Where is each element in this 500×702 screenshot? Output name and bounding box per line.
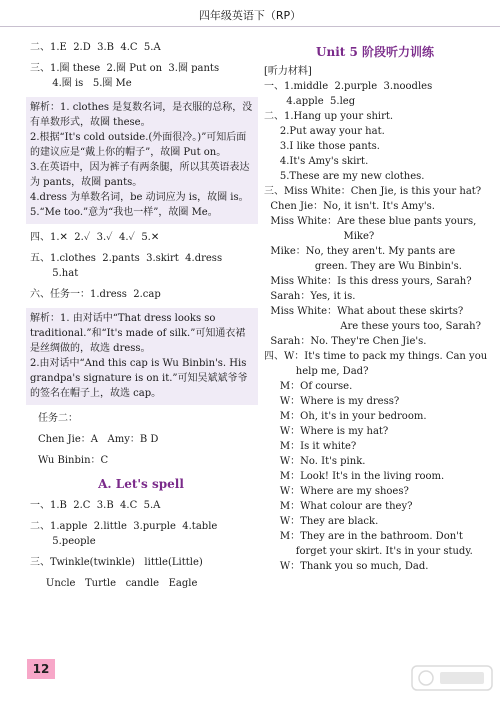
script-line: forget your skirt. It's in your study. bbox=[264, 546, 473, 557]
explanation-line: 3.在英语中，因为裤子有两条腿，所以其英语表达为 pants，故圈 pants。 bbox=[30, 162, 250, 188]
script-line: Mike：No, they aren't. My pants are bbox=[264, 246, 456, 257]
script-line: M：What colour are they? bbox=[264, 501, 413, 512]
script-line: Chen Jie：No, it isn't. It's Amy's. bbox=[264, 201, 435, 212]
script-line: W：No. It's pink. bbox=[264, 456, 366, 467]
answer-line: 5.hat bbox=[30, 268, 79, 279]
answer-line: 六、任务一：1.dress 2.cap bbox=[30, 289, 161, 300]
script-line: Are these yours too, Sarah? bbox=[264, 321, 481, 332]
answer-line: 一、1.B 2.C 3.B 4.C 5.A bbox=[30, 500, 161, 511]
script-line: W：Where are my shoes? bbox=[264, 486, 409, 497]
script-line: Mike? bbox=[264, 231, 375, 242]
script-line: W：Thank you so much, Dad. bbox=[264, 561, 429, 572]
right-column bbox=[264, 64, 486, 574]
page-number: 12 bbox=[27, 659, 55, 679]
answer-line: Uncle Turtle candle Eagle bbox=[30, 578, 198, 589]
answer-line: 二、1.E 2.D 3.B 4.C 5.A bbox=[30, 42, 161, 53]
script-line: Miss White：Are these blue pants yours, bbox=[264, 216, 477, 227]
script-line: 3.I like those pants. bbox=[264, 141, 380, 152]
script-line: Miss White：Is this dress yours, Sarah? bbox=[264, 276, 472, 287]
unit-title: Unit 5 阶段听力训练 bbox=[316, 45, 434, 59]
explanation-line: 2.由对话中“And this cap is Wu Binbin's. His grandpa's signature is on it.”可知吴斌斌爷爷的签名在帽子上，故选 cap。 bbox=[30, 358, 248, 399]
section-title: A. Let's spell bbox=[98, 477, 184, 491]
page-header-title: 四年级英语下（RP） bbox=[198, 9, 302, 22]
script-line: M：They are in the bathroom. Don't bbox=[264, 531, 463, 542]
script-line: M：Look! It's in the living room. bbox=[264, 471, 445, 482]
script-line: 5.These are my new clothes. bbox=[264, 171, 425, 182]
explanation-line: 解析：1. 由对话中“That dress looks so traditional.”和“It's made of silk.”可知通衣裙是丝绸做的，故选 dress。 bbox=[30, 313, 246, 354]
section-tag: [听力材料] bbox=[264, 66, 312, 77]
answer-line: 三、1.圈 these 2.圈 Put on 3.圈 pants bbox=[30, 63, 220, 74]
watermark-logo bbox=[410, 662, 494, 694]
script-line: M：Oh, it's in your bedroom. bbox=[264, 411, 427, 422]
answer-line: 四、1.✕ 2.✓ 3.✓ 4.✓ 5.✕ bbox=[30, 232, 160, 243]
page-header bbox=[0, 0, 500, 27]
script-line: 二、1.Hang up your shirt. bbox=[264, 111, 394, 122]
answer-line: 二、1.apple 2.little 3.purple 4.table bbox=[30, 521, 218, 532]
script-line: W：Where is my hat? bbox=[264, 426, 389, 437]
script-line: W：They are black. bbox=[264, 516, 379, 527]
script-line: 4.apple 5.leg bbox=[264, 96, 356, 107]
script-line: 2.Put away your hat. bbox=[264, 126, 385, 137]
answer-line: 4.圈 is 5.圈 Me bbox=[30, 78, 132, 89]
script-line: Miss White：What about these skirts? bbox=[264, 306, 464, 317]
task-line: 任务二： bbox=[38, 413, 78, 424]
script-line: help me, Dad? bbox=[264, 366, 369, 377]
script-line: W：Where is my dress? bbox=[264, 396, 400, 407]
script-line: green. They are Wu Binbin's. bbox=[264, 261, 462, 272]
explanation-box bbox=[26, 97, 258, 224]
explanation-line: 2.根据“It's cold outside.(外面很冷。)”可知后面的建议应是“戴上你的帽子”，故圈 Put on。 bbox=[30, 132, 247, 158]
script-line: 三、Miss White：Chen Jie, is this your hat? bbox=[264, 186, 482, 197]
script-line: M：Is it white? bbox=[264, 441, 357, 452]
script-line: 一、1.middle 2.purple 3.noodles bbox=[264, 81, 433, 92]
script-line: 四、W：It's time to pack my things. Can you bbox=[264, 351, 488, 362]
explanation-line: 5.“Me too.”意为“我也一样”，故圈 Me。 bbox=[30, 207, 218, 218]
task-line: Wu Binbin：C bbox=[38, 455, 109, 466]
answer-line: 五、1.clothes 2.pants 3.skirt 4.dress bbox=[30, 253, 223, 264]
script-line: M：Of course. bbox=[264, 381, 353, 392]
explanation-line: 4.dress 为单数名词，be 动词应为 is，故圈 is。 bbox=[30, 192, 249, 203]
script-line: Sarah：No. They're Chen Jie's. bbox=[264, 336, 427, 347]
answer-line: 5.people bbox=[30, 536, 96, 547]
explanation-line: 解析：1. clothes 是复数名词，是衣服的总称，没有单数形式，故圈 these。 bbox=[30, 102, 253, 128]
script-line: 4.It's Amy's skirt. bbox=[264, 156, 369, 167]
script-line: Sarah：Yes, it is. bbox=[264, 291, 356, 302]
left-column bbox=[30, 40, 252, 591]
task-line: Chen Jie：A Amy：B D bbox=[38, 434, 159, 445]
answer-line: 三、Twinkle(twinkle) little(Little) bbox=[30, 557, 203, 568]
explanation-box bbox=[26, 308, 258, 405]
